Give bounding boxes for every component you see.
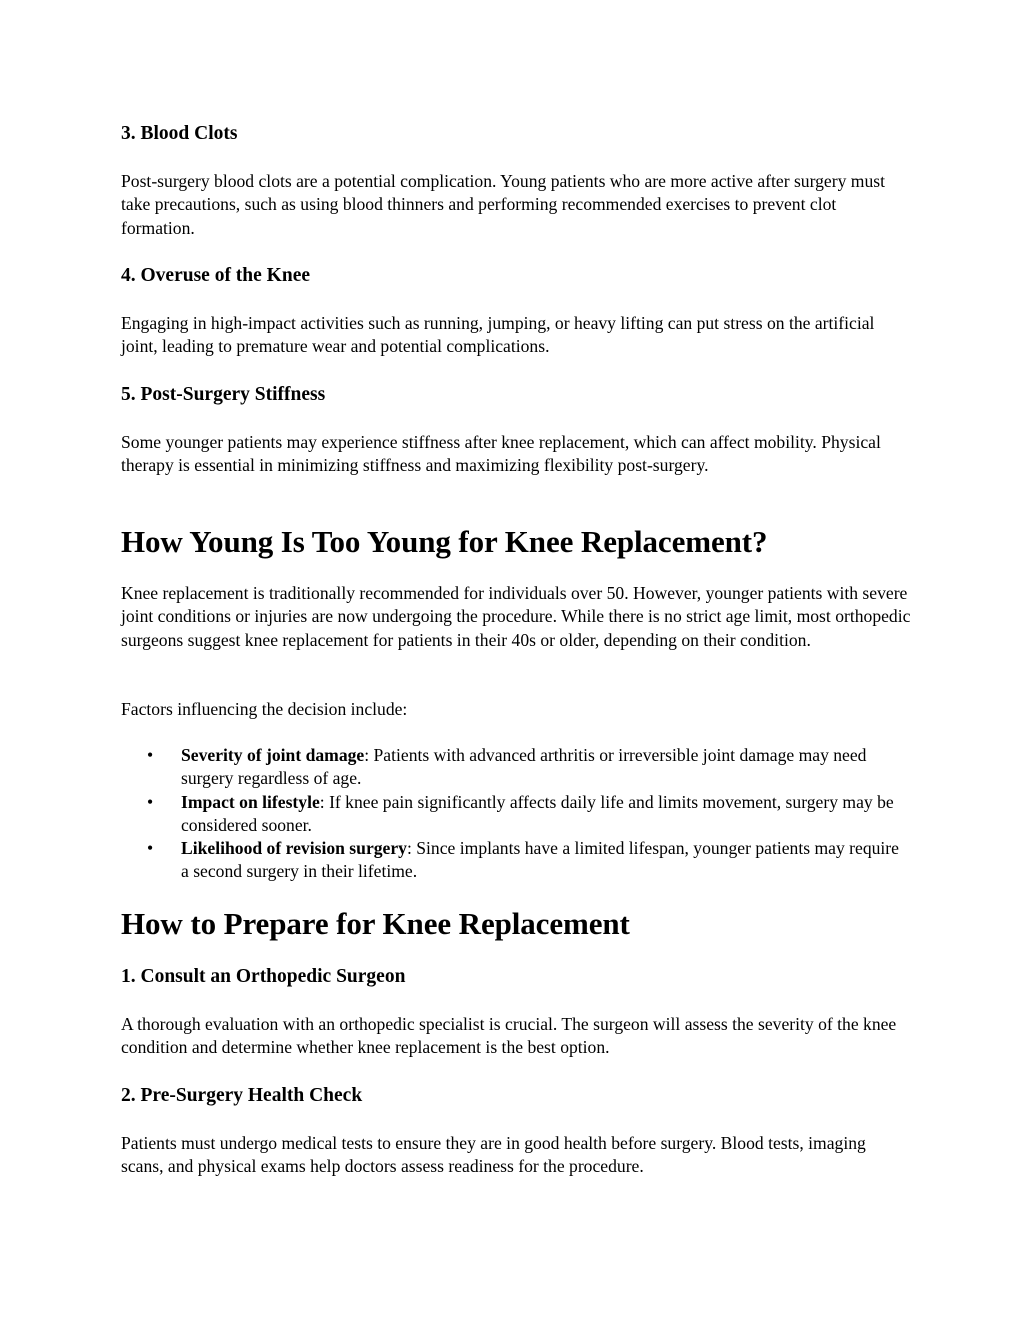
paragraph-stiffness: Some younger patients may experience stiffness after knee replacement, which can affect mobility. Physical therapy is essential in minimizing stiffness and maximizing flexibility post-surgery.	[121, 432, 881, 476]
paragraph-health-check: Patients must undergo medical tests to ensure they are in good health before surgery. Blood tests, imaging scans, and physical exams help doctors assess readiness for the procedure.	[121, 1133, 866, 1177]
paragraph-blood-clots: Post-surgery blood clots are a potential complication. Young patients who are more active after surgery must take precautions, such as using blood thinners and performing recommended exercises to prevent clot formation.	[121, 171, 886, 238]
bullet-icon: •	[147, 745, 154, 765]
factor-text: : Since implants have a limited lifespan, younger patients may require a second surgery in their lifetime.	[181, 838, 899, 882]
heading-how-young: How Young Is Too Young for Knee Replacement?	[121, 524, 768, 559]
paragraph-how-young-intro: Knee replacement is traditionally recommended for individuals over 50. However, younger patients with severe joint conditions or injuries are now undergoing the procedure. While there is no strict age limit, most orthopedic surgeons suggest knee replacement for patients in their 40s or older, depending on their condition.	[121, 583, 911, 650]
list-item	[121, 791, 911, 838]
paragraph-overuse: Engaging in high-impact activities such as running, jumping, or heavy lifting can put stress on the artificial joint, leading to premature wear and potential complications.	[121, 313, 875, 357]
heading-overuse: 4. Overuse of the Knee	[121, 265, 311, 286]
heading-health-check: 2. Pre-Surgery Health Check	[121, 1085, 363, 1106]
bullet-icon: •	[147, 791, 154, 812]
factor-text: : If knee pain significantly affects daily life and limits movement, surgery may be considered sooner.	[181, 791, 894, 835]
paragraph-consult: A thorough evaluation with an orthopedic specialist is crucial. The surgeon will assess the severity of the knee condition and determine whether knee replacement is the best option.	[121, 1014, 897, 1058]
heading-prepare: How to Prepare for Knee Replacement	[121, 906, 630, 941]
paragraph-factors-lead: Factors influencing the decision include:	[121, 699, 408, 719]
list-item	[121, 837, 911, 884]
heading-stiffness: 5. Post-Surgery Stiffness	[121, 384, 326, 405]
factors-list	[121, 744, 911, 884]
heading-blood-clots: 3. Blood Clots	[121, 123, 238, 144]
factor-text: : Patients with advanced arthritis or irreversible joint damage may need surgery regardless of age.	[181, 745, 867, 789]
factor-term: Severity of joint damage	[181, 745, 365, 765]
factor-term: Impact on lifestyle	[181, 791, 320, 812]
factor-term: Likelihood of revision surgery	[181, 838, 407, 859]
list-item	[121, 744, 911, 791]
heading-consult: 1. Consult an Orthopedic Surgeon	[121, 966, 406, 987]
bullet-icon: •	[147, 838, 154, 859]
